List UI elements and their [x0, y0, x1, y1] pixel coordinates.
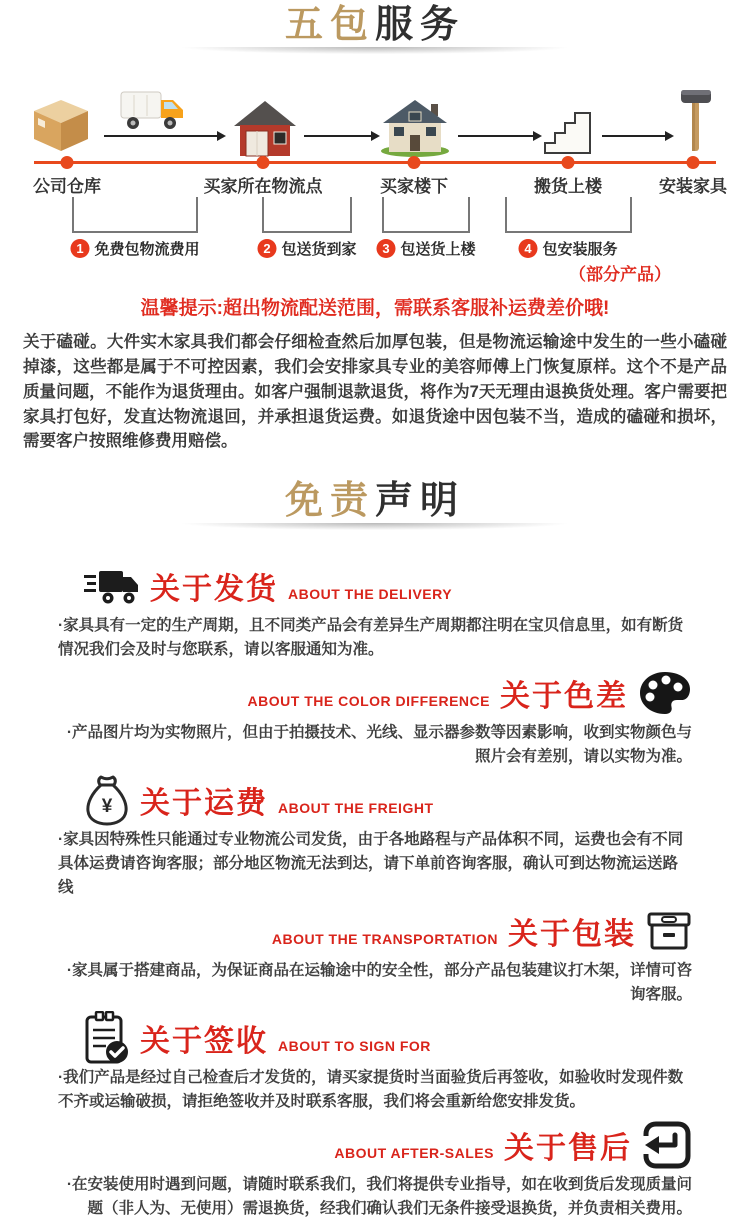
arrow-right-icon — [104, 135, 218, 137]
svg-text:¥: ¥ — [101, 795, 113, 817]
warehouse-box-icon — [28, 95, 94, 158]
section-heading — [58, 1015, 692, 1061]
disclaimer-title — [0, 478, 750, 522]
section-title-cn: 关于签收 — [140, 1024, 268, 1058]
disclaimer-title-gold: 免责 — [284, 477, 375, 523]
disclaimer-title-dark: 声明 — [375, 477, 466, 523]
guarantee-badge — [518, 238, 617, 259]
guarantee-badge — [70, 238, 199, 259]
bump-policy-paragraph: 关于磕碰。大件实木家具我们都会仔细检查然后加厚包装，但是物流运输途中发生的一些小磕碰掉漆，这些都是属于不可控因素，我们会安排家具专业的美容师傅上门恢复原样。这个不是产品质量问题，不能作为退货理由。如客户强制退款退货，将作为7天无理由退换货处理。客户需要把家具打包好，发直达物流退回，并承担退货运费。如退货途中因包装不当，造成的磕碰和损坏，需要客户按照维修费用赔偿。 — [23, 333, 727, 451]
section-title-en: ABOUT TO SIGN FOR — [278, 1037, 431, 1054]
badge-label: 包送货到家 — [281, 240, 357, 258]
section-heading — [58, 1122, 692, 1168]
delivery-truck-icon — [120, 89, 186, 138]
group-bracket — [262, 197, 352, 233]
disclaimer-item-packaging — [0, 908, 750, 1007]
section-title-cn: 关于售后 — [504, 1131, 632, 1165]
product-service-page — [0, 1, 750, 1217]
section-heading — [58, 670, 692, 716]
section-title-cn: 关于发货 — [150, 572, 278, 606]
badge-number: 1 — [70, 239, 89, 258]
hammer-icon — [675, 87, 715, 158]
timeline-station-label: 安装家具 — [659, 176, 727, 196]
badge-label: 包送货上楼 — [400, 240, 476, 258]
badge-label: 免费包物流费用 — [94, 240, 200, 258]
delivery-timeline — [0, 75, 750, 285]
timeline-dot — [687, 156, 700, 169]
section-title-cn: 关于包装 — [508, 917, 636, 951]
section-heading — [58, 563, 692, 609]
title-shadow-divider — [115, 47, 635, 57]
guarantee-note: （部分产品） — [569, 264, 671, 284]
guarantee-badge — [257, 238, 356, 259]
section-title-en: ABOUT THE TRANSPORTATION — [271, 930, 498, 947]
arrow-right-icon — [304, 135, 372, 137]
timeline-dot — [408, 156, 421, 169]
section-body: ·我们产品是经过自己检查后才发货的，请买家提货时当面验货后再签收，如验收时发现件数不齐或运输破损，请拒绝签收并及时联系客服，我们将会重新给您安排发货。 — [58, 1068, 684, 1110]
group-bracket — [505, 197, 632, 233]
section-title-cn: 关于色差 — [500, 679, 628, 713]
package-box-icon — [646, 911, 692, 951]
house-icon — [379, 93, 451, 162]
section-body: ·家具属于搭建商品，为保证商品在运输途中的安全性，部分产品包装建议打木架，详情可咨询客服。 — [66, 961, 692, 1003]
badge-number: 4 — [518, 239, 537, 258]
timeline-line — [34, 161, 716, 164]
five-pack-title-dark: 服务 — [375, 1, 466, 46]
section-title-en: ABOUT THE COLOR DIFFERENCE — [247, 692, 490, 709]
timeline-station-label: 搬货上楼 — [534, 176, 602, 196]
badge-number: 3 — [376, 239, 395, 258]
clipboard-check-icon — [84, 1011, 130, 1065]
disclaimer-item-sign-for — [0, 1015, 750, 1114]
badge-number: 2 — [257, 239, 276, 258]
palette-icon — [638, 670, 692, 716]
money-bag-icon — [84, 774, 130, 826]
five-pack-title — [0, 2, 750, 46]
timeline-station-label: 买家所在物流点 — [203, 176, 323, 196]
title-shadow-divider — [115, 523, 635, 533]
section-body: ·在安装使用时遇到问题，请随时联系我们，我们将提供专业指导，如在收到货后发现质量问题（非人为、无使用）需退换货，经我们确认我们无条件接受退换货，并负责相关费用。 — [66, 1175, 692, 1217]
timeline-station-label: 公司仓库 — [33, 176, 101, 196]
timeline-dot — [257, 156, 270, 169]
timeline-dot — [61, 156, 74, 169]
stairs-icon — [542, 108, 594, 161]
arrow-right-icon — [602, 135, 666, 137]
timeline-station-label: 买家楼下 — [380, 176, 448, 196]
group-bracket — [72, 197, 198, 233]
arrow-right-icon — [458, 135, 534, 137]
truck-icon — [84, 566, 140, 606]
disclaimer-item-delivery — [0, 563, 750, 662]
section-title-en: ABOUT AFTER-SALES — [334, 1144, 494, 1161]
section-heading — [58, 908, 692, 954]
section-title-en: ABOUT THE DELIVERY — [288, 585, 453, 602]
disclaimer-item-color-difference — [0, 670, 750, 769]
five-pack-title-gold: 五包 — [284, 1, 375, 46]
shipping-range-notice: 温馨提示:超出物流配送范围，需联系客服补运费差价哦! — [140, 297, 610, 319]
section-body: ·家具因特殊性只能通过专业物流公司发货，由于各地路程与产品体积不同，运费也会有不同具体运费请咨询客服；部分地区物流无法到达，请下单前咨询客服，确认可到达物流运送路线 — [58, 830, 684, 896]
group-bracket — [382, 197, 470, 233]
section-body: ·产品图片均为实物照片，但由于拍摄技术、光线、显示器参数等因素影响，收到实物颜色与照片会有差别，请以实物为准。 — [66, 723, 692, 765]
timeline-dot — [562, 156, 575, 169]
after-sales-return-icon — [642, 1120, 692, 1170]
badge-label: 包安装服务 — [542, 240, 618, 258]
section-heading — [58, 777, 692, 823]
logistics-station-icon — [233, 99, 297, 162]
section-title-en: ABOUT THE FREIGHT — [278, 799, 434, 816]
section-body: ·家具具有一定的生产周期，且不同类产品会有差异生产周期都注明在宝贝信息里，如有断货情况我们会及时与您联系，请以客服通知为准。 — [58, 616, 684, 658]
section-title-cn: 关于运费 — [140, 786, 268, 820]
guarantee-badge — [376, 238, 475, 259]
disclaimer-item-after-sales — [0, 1122, 750, 1221]
disclaimer-item-freight — [0, 777, 750, 900]
